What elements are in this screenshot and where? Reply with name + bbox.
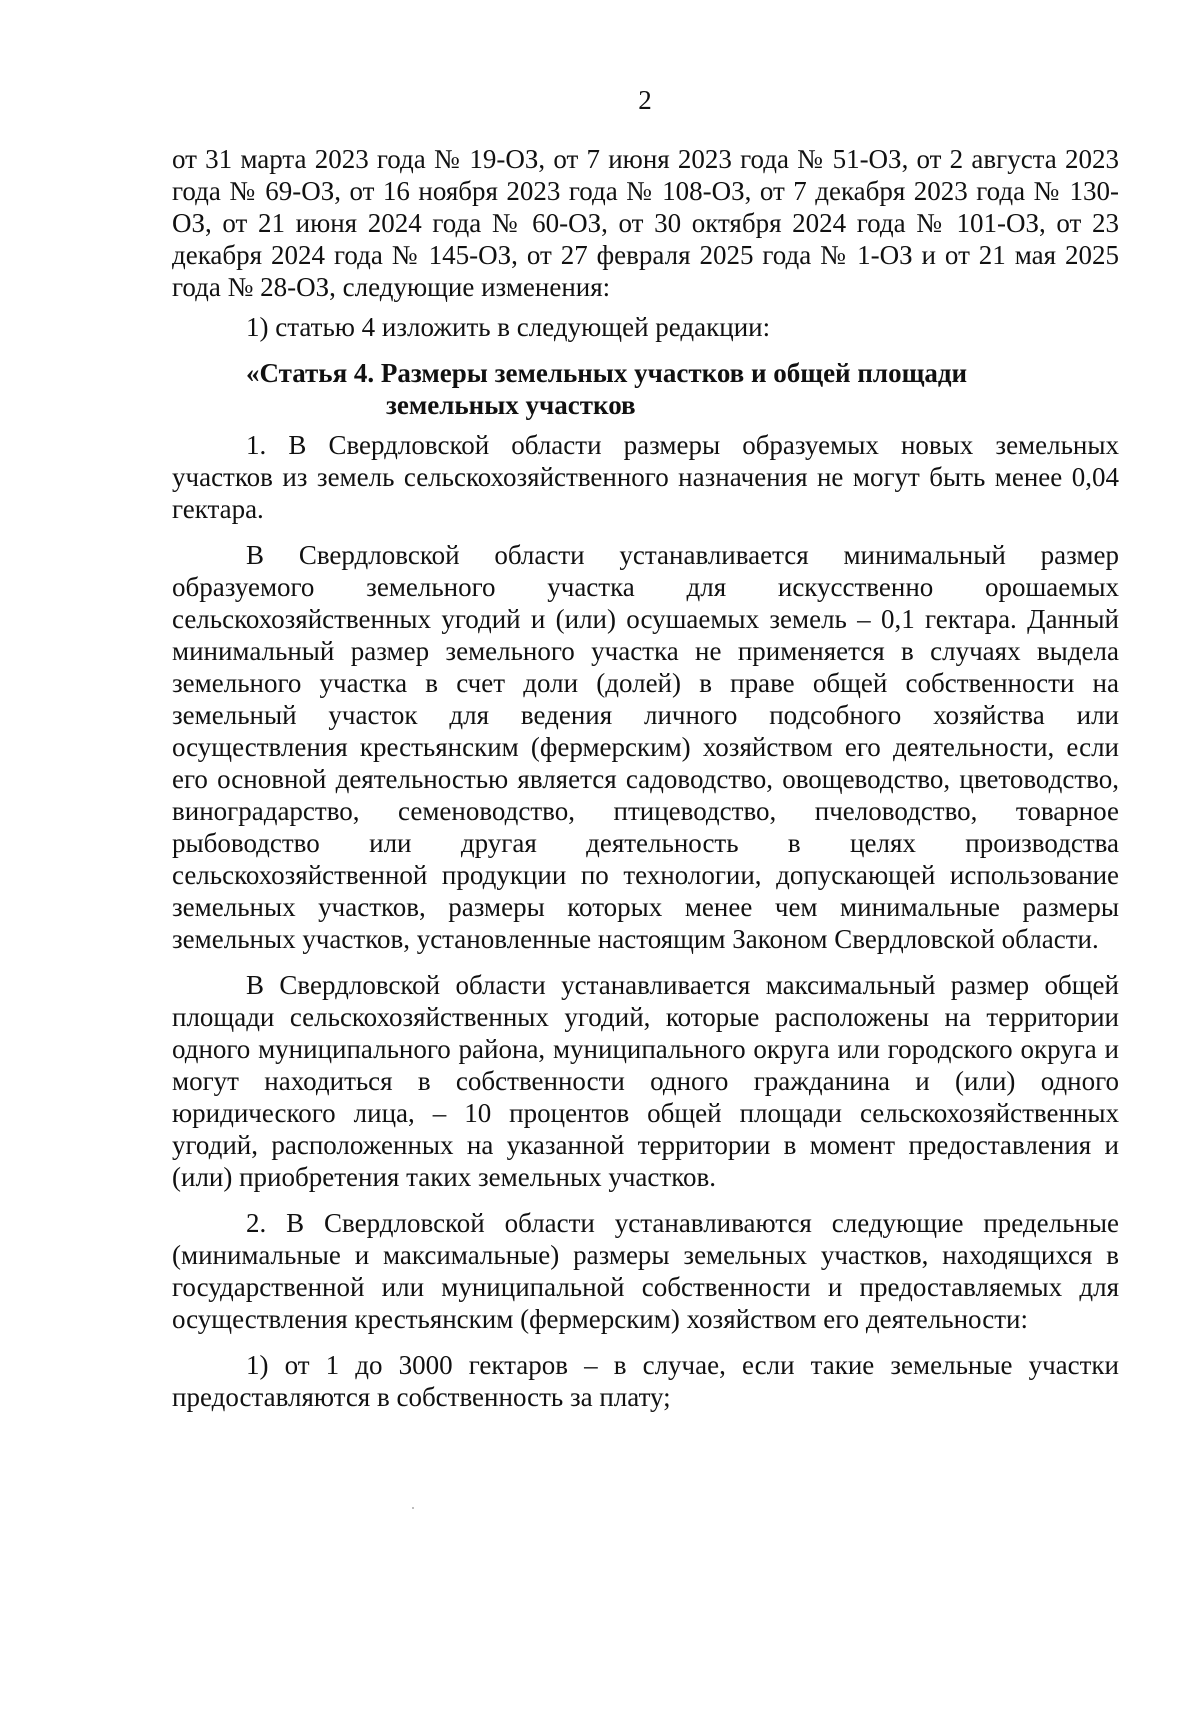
- amendment-item-1: 1) статью 4 изложить в следующей редакции:: [246, 312, 771, 342]
- article-title: [246, 357, 1119, 421]
- article-paragraph-5: 1) от 1 до 3000 гектаров – в случае, если такие земельные участки предоставляются в собственность за плату;: [172, 1350, 1119, 1412]
- article-paragraph-2: В Свердловской области устанавливается минимальный размер образуемого земельного участка для искусственно орошаемых сельскохозяйственных угодий и (или) осушаемых земель – 0,1 гектара. Данный минимальный размер земельного участка не применяется в случаях выдела земельного участка в счет доли (долей) в праве общей собственности на земельный участок для ведения личного подсобного хозяйства или осуществления крестьянским (фермерским) хозяйством его деятельности, если его основной деятельностью является садоводство, овощеводство, цветоводство, виноградарство, семеноводство, птицеводство, пчеловодство, товарное рыбоводство или другая деятельность в целях производства сельскохозяйственной продукции по технологии, допускающей использование земельных участков, размеры которых менее чем минимальные размеры земельных участков, установленные настоящим Законом Свердловской области.: [172, 540, 1119, 954]
- intro-paragraph: от 31 марта 2023 года № 19-ОЗ, от 7 июня 2023 года № 51-ОЗ, от 2 августа 2023 года № 69-ОЗ, от 16 ноября 2023 года № 108-ОЗ, от 7 декабря 2023 года № 130-ОЗ, от 21 июня 2024 года № 60-ОЗ, от 30 октября 2024 года № 101-ОЗ, от 23 декабря 2024 года № 145-ОЗ, от 27 февраля 2025 года № 1-ОЗ и от 21 мая 2025 года № 28-ОЗ, следующие изменения:: [172, 144, 1119, 302]
- document-body: [172, 143, 1119, 1413]
- article-title-line-2: земельных участков: [386, 390, 636, 420]
- article-paragraph-1: 1. В Свердловской области размеры образуемых новых земельных участков из земель сельскохозяйственного назначения не могут быть менее 0,04 гектара.: [172, 430, 1119, 524]
- page-number: 2: [638, 85, 652, 115]
- article-paragraph-4: 2. В Свердловской области устанавливаются следующие предельные (минимальные и максимальные) размеры земельных участков, находящихся в государственной или муниципальной собственности и предоставляемых для осуществления крестьянским (фермерским) хозяйством его деятельности:: [172, 1208, 1119, 1334]
- scan-speck: [412, 1507, 414, 1509]
- article-title-line-1: «Статья 4. Размеры земельных участков и общей площади: [246, 358, 968, 388]
- article-paragraph-3: В Свердловской области устанавливается максимальный размер общей площади сельскохозяйственных угодий, которые расположены на территории одного муниципального района, муниципального округа или городского округа и могут находиться в собственности одного гражданина и (или) одного юридического лица, – 10 процентов общей площади сельскохозяйственных угодий, расположенных на указанной территории в момент предоставления и (или) приобретения таких земельных участков.: [172, 970, 1119, 1192]
